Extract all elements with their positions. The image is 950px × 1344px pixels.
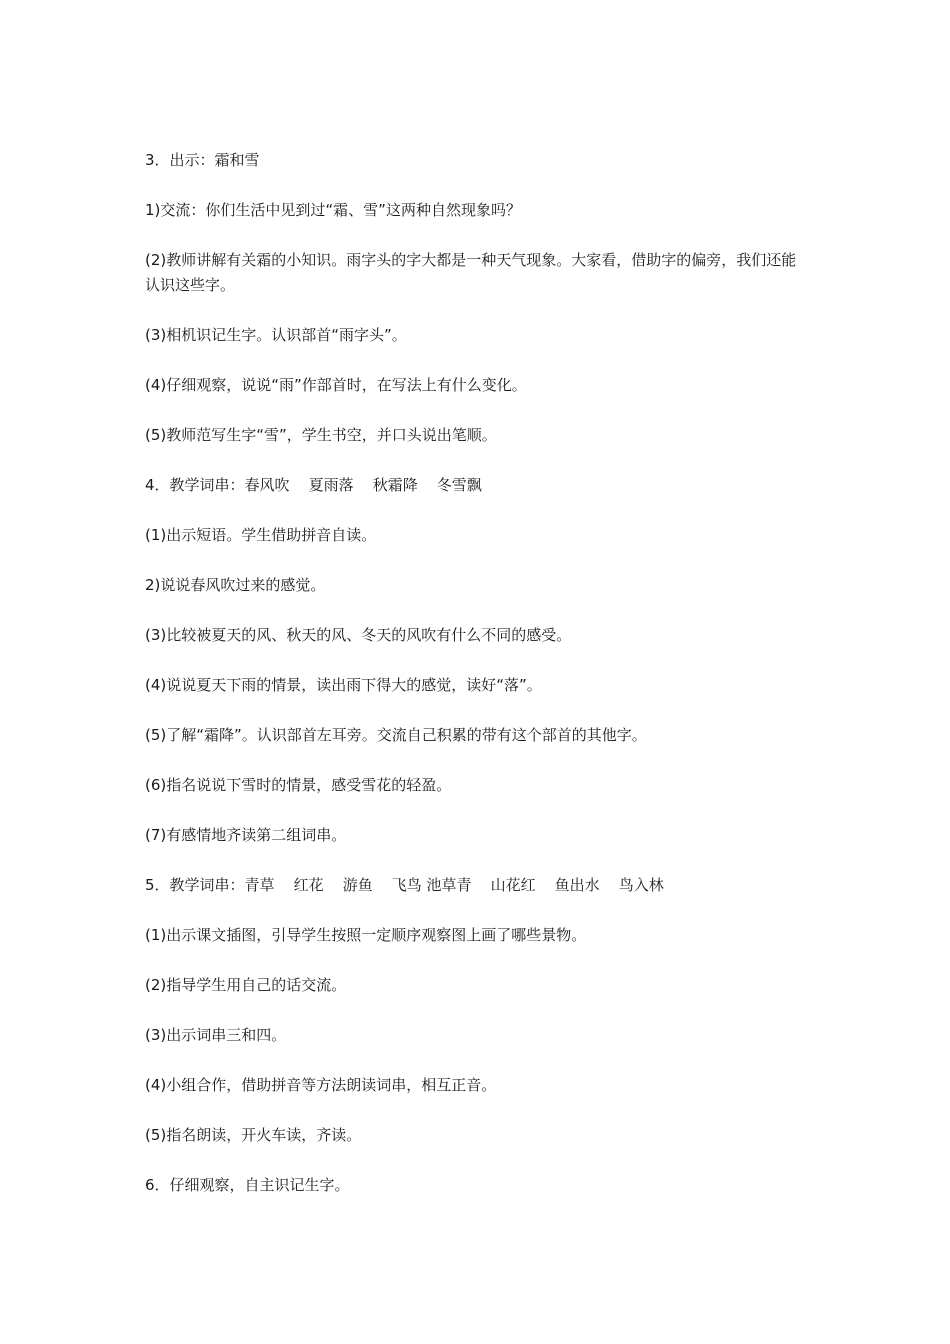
paragraph: (4)仔细观察，说说“雨”作部首时，在写法上有什么变化。	[145, 376, 527, 394]
paragraph: (2)指导学生用自己的话交流。	[145, 976, 347, 994]
heading-frost-snow: 3．出示：霜和雪	[145, 151, 260, 169]
paragraph: (2)教师讲解有关霜的小知识。雨字头的字大都是一种天气现象。大家看，借助字的偏旁，我们还能认识这些字。	[145, 251, 797, 294]
paragraph: (5)指名朗读，开火车读，齐读。	[145, 1126, 362, 1144]
paragraph: (4)说说夏天下雨的情景，读出雨下得大的感觉，读好“落”。	[145, 676, 542, 694]
paragraph: (1)出示课文插图，引导学生按照一定顺序观察图上画了哪些景物。	[145, 926, 587, 944]
paragraph: (3)出示词串三和四。	[145, 1026, 287, 1044]
paragraph: 2)说说春风吹过来的感觉。	[145, 576, 326, 594]
paragraph: (1)出示短语。学生借助拼音自读。	[145, 526, 377, 544]
paragraph: (7)有感情地齐读第二组词串。	[145, 826, 347, 844]
paragraph: (3)比较被夏天的风、秋天的风、冬天的风吹有什么不同的感受。	[145, 626, 572, 644]
paragraph: (3)相机识记生字。认识部首“雨字头”。	[145, 326, 407, 344]
heading-observe: 6．仔细观察，自主识记生字。	[145, 1176, 350, 1194]
paragraph: (5)教师范写生字“雪”，学生书空，并口头说出笔顺。	[145, 426, 497, 444]
document-body	[145, 148, 810, 1223]
paragraph: 1)交流：你们生活中见到过“霜、雪”这两种自然现象吗？	[145, 201, 521, 219]
heading-word-string-2: 5．教学词串：青草 红花 游鱼 飞鸟 池草青 山花红 鱼出水 鸟入林	[145, 876, 664, 894]
paragraph: (5)了解“霜降”。认识部首左耳旁。交流自己积累的带有这个部首的其他字。	[145, 726, 647, 744]
paragraph: (4)小组合作，借助拼音等方法朗读词串，相互正音。	[145, 1076, 497, 1094]
heading-word-string-1: 4．教学词串：春风吹 夏雨落 秋霜降 冬雪飘	[145, 476, 482, 494]
paragraph: (6)指名说说下雪时的情景，感受雪花的轻盈。	[145, 776, 452, 794]
